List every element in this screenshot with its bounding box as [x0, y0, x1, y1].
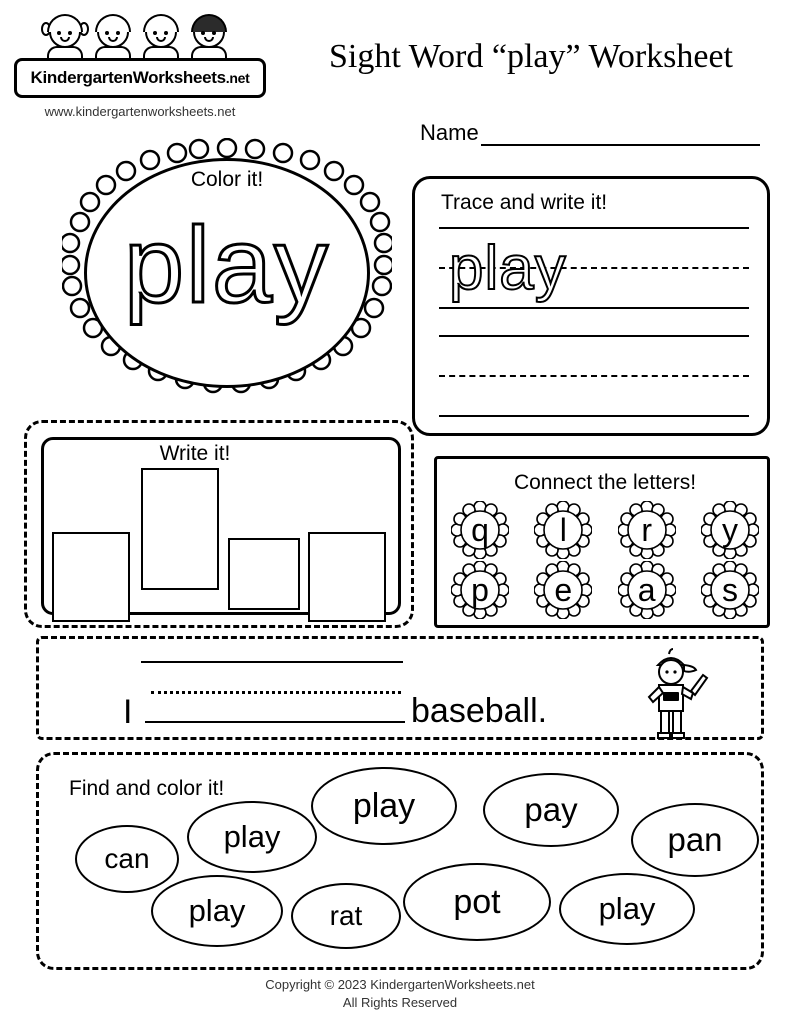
connect-title: Connect the letters! — [513, 471, 697, 494]
flower-row-2 — [451, 561, 759, 619]
word-bubble[interactable] — [311, 767, 457, 845]
word-bubble-text: play — [188, 893, 246, 928]
flower-letter[interactable] — [701, 501, 759, 559]
sentence-section — [36, 636, 764, 740]
write-it-box-2[interactable] — [141, 468, 219, 590]
flower-letter[interactable] — [618, 501, 676, 559]
color-it-word: play — [123, 204, 331, 325]
word-bubble[interactable] — [559, 873, 695, 945]
copyright-text: Copyright © 2023 KindergartenWorksheets.net — [265, 977, 535, 992]
rights-text: All Rights Reserved — [342, 995, 458, 1010]
logo-banner — [14, 58, 266, 98]
flower-letter[interactable] — [618, 561, 676, 619]
sentence-pronoun: I — [123, 693, 133, 731]
color-it-title: Color it! — [190, 168, 264, 191]
word-bubble-text: pan — [667, 821, 723, 858]
flower-letter[interactable] — [534, 501, 592, 559]
word-bubble[interactable] — [403, 863, 551, 941]
sentence-dotted-line — [151, 691, 401, 694]
trace-line-mid-2 — [439, 375, 749, 377]
word-bubble-text: pay — [524, 791, 578, 828]
word-bubble[interactable] — [483, 773, 619, 847]
flower-letter-text: a — [637, 571, 656, 608]
logo-wordmark: KindergartenWorksheets.net — [30, 68, 250, 87]
flower-letter[interactable] — [534, 561, 592, 619]
color-it-section — [62, 138, 392, 408]
flower-letter-text: l — [559, 511, 567, 548]
flower-letter-text: y — [721, 511, 738, 548]
flower-letter-text: r — [641, 511, 652, 548]
word-bubble[interactable] — [631, 803, 759, 877]
word-bubble-text: play — [223, 819, 281, 854]
flower-letter-text: s — [721, 571, 738, 608]
word-bubble-text: pot — [453, 882, 501, 921]
word-bubble-text: can — [104, 843, 150, 874]
flower-letter[interactable] — [451, 501, 509, 559]
page-footer — [0, 976, 800, 1012]
trace-and-write-section — [412, 176, 770, 436]
word-bubble[interactable] — [151, 875, 283, 947]
word-bubble[interactable] — [75, 825, 179, 893]
connect-letters-section — [434, 456, 770, 628]
flower-letter-text: e — [554, 571, 573, 608]
trace-title: Trace and write it! — [441, 191, 608, 214]
baseball-player-icon — [625, 645, 721, 741]
page-title: Sight Word “play” Worksheet — [328, 38, 734, 75]
word-bubble-text: play — [598, 891, 656, 926]
write-it-title: Write it! — [159, 442, 231, 465]
name-field-row — [420, 120, 760, 146]
write-it-box-4[interactable] — [308, 532, 386, 622]
sentence-top-line[interactable] — [141, 661, 403, 663]
name-input-line[interactable] — [481, 124, 760, 146]
site-logo — [14, 14, 266, 100]
trace-line-top-2 — [439, 335, 749, 337]
flower-letter[interactable] — [451, 561, 509, 619]
flower-letter-text: q — [471, 511, 489, 548]
find-it-title: Find and color it! — [69, 777, 225, 800]
flower-letter[interactable] — [701, 561, 759, 619]
word-bubble-text: rat — [329, 900, 363, 931]
page-header — [0, 0, 800, 145]
flower-letter-grid — [451, 501, 759, 621]
name-label: Name — [420, 120, 479, 145]
find-and-color-section — [36, 752, 764, 970]
write-it-box-3[interactable] — [228, 538, 300, 610]
trace-word-outline: play — [449, 234, 567, 303]
sentence-answer-blank[interactable] — [145, 721, 405, 723]
write-it-box-1[interactable] — [52, 532, 130, 622]
flower-letter-text: p — [471, 571, 489, 608]
word-bubble[interactable] — [187, 801, 317, 873]
flower-row-1 — [451, 501, 759, 559]
trace-line-base-2 — [439, 415, 749, 417]
site-url: www.kindergartenworksheets.net — [44, 104, 236, 119]
word-bubble-text: play — [352, 786, 416, 825]
sentence-word: baseball. — [411, 692, 548, 730]
word-bubble[interactable] — [291, 883, 401, 949]
